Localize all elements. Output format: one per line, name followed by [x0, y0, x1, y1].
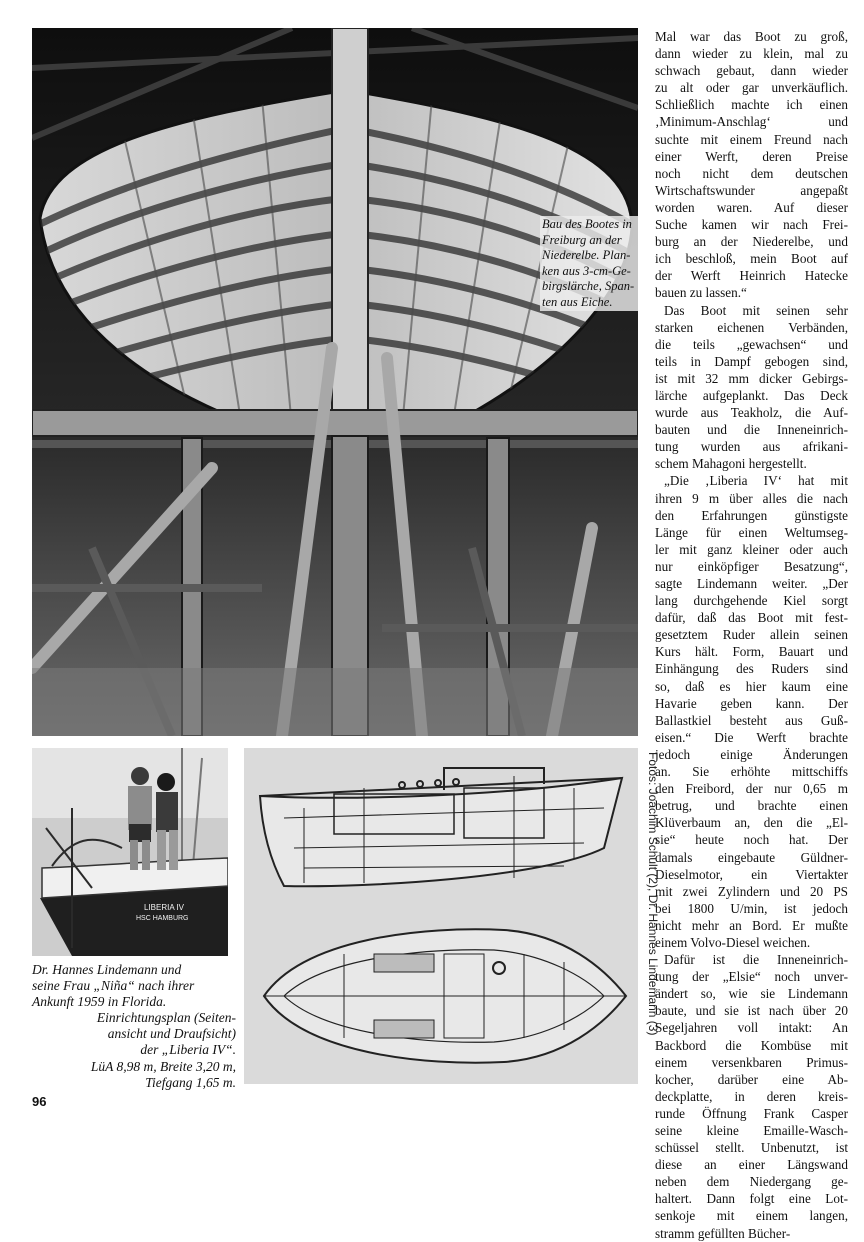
article-line: Klüverbaum an, den die „El-	[655, 815, 848, 831]
article-line: haltert. Dann folgt eine Lot-	[655, 1191, 848, 1207]
article-line: noch nicht dem deutschen	[655, 165, 848, 181]
plan-caption	[30, 1010, 236, 1091]
article-line: einem Volvo-Diesel weichen.	[655, 934, 811, 950]
article-line: starken eichenen Verbänden,	[655, 319, 848, 335]
article-line: gesetztem Ruder allein seinen	[655, 627, 848, 643]
caption-line: seine Frau „Niña“ nach ihrer	[32, 978, 195, 994]
caption-line: LüA 8,98 m, Breite 3,20 m,	[90, 1058, 236, 1074]
article-line: Segeljahren voll intakt: An	[655, 1020, 848, 1036]
article-body	[655, 28, 848, 1242]
article-line: jedoch einige Änderungen	[655, 746, 848, 762]
article-line: schwach gebaut, dann wieder	[655, 63, 848, 79]
caption-line: Freiburg an der	[542, 232, 622, 247]
article-line: damals eingebaute Güldner-	[655, 849, 848, 865]
article-line: den Freibord, der nur 0,65 m	[655, 781, 848, 797]
couple-on-boat-photo	[32, 748, 228, 956]
article-line: wurde aus Teakholz, die Auf-	[655, 405, 848, 421]
article-line: so, daß es hier kaum eine	[655, 678, 848, 694]
caption-line: birgslärche, Span-	[542, 279, 635, 293]
hull-construction-illustration	[32, 28, 638, 736]
article-line: baute, und sie ist nach über 20	[655, 1003, 848, 1019]
article-line: burg an der Niederelbe, und	[655, 234, 848, 250]
article-line: Länge für einen Weltumseg-	[655, 524, 848, 540]
article-line: eisen.“ Die Werft brachte	[655, 729, 848, 745]
article-line: deckplatte, in deren kreis-	[655, 1088, 848, 1104]
article-line: suchte mit einem Freund nach	[655, 131, 848, 147]
article-line: einem versenkbaren Primus-	[655, 1054, 848, 1070]
article-line: Suche kamen wir nach Frei-	[655, 217, 848, 233]
article-line: ‚Minimum-Anschlag‘ und	[655, 114, 848, 130]
article-line: Mal war das Boot zu groß,	[655, 29, 848, 44]
article-line: Ballastkiel besteht aus Guß-	[655, 712, 848, 728]
article-line: bauten und die Inneneinrich-	[655, 422, 848, 438]
caption-line: ansicht und Draufsicht)	[107, 1026, 236, 1042]
article-line: ihren 9 m über alles die nach	[655, 490, 848, 506]
photo-credit: Fotos: Joachim Schult (2), Dr. Hannes Lindemann (3)	[646, 752, 660, 1036]
couple-on-boat-illustration	[32, 748, 228, 956]
article-line: lang durchgehende Kiel sorgt	[655, 593, 848, 609]
caption-line: der „Liberia IV“.	[140, 1042, 236, 1058]
caption-line: Dr. Hannes Lindemann und	[32, 962, 182, 977]
article-line: mit zwei Zylindern und 20 PS	[655, 883, 848, 899]
article-line: zu alt oder gar unverkäuflich.	[655, 80, 848, 96]
article-line: einer Werft, deren Preise	[655, 148, 848, 164]
article-line: der Werft Heinrich Hatecke	[655, 268, 848, 284]
article-line: stramm gefüllten Bücher-	[655, 1225, 791, 1241]
article-line: sagte Lindemann weiter. „Der	[655, 576, 848, 591]
article-line: diese an einer Längswand	[655, 1157, 848, 1173]
article-line: dann wieder zu klein, mal zu	[655, 46, 848, 62]
article-line: bei 1800 U/min, ist jedoch	[655, 900, 848, 916]
caption-line: ten aus Eiche.	[542, 294, 613, 309]
article-line: bauen zu lassen.“	[655, 285, 747, 301]
article-line: Havarie geben kann. Der	[655, 695, 848, 711]
article-line: nicht mehr an Bord. Er mußte	[655, 917, 848, 933]
article-line: lärche aufgeplankt. Das Deck	[655, 387, 848, 403]
article-line: senkoje mit einem langen,	[655, 1208, 848, 1224]
caption-line: Ankunft 1959 in Florida.	[32, 994, 167, 1010]
article-line: neben dem Niedergang ge-	[655, 1174, 848, 1190]
plan-drawing-illustration	[244, 748, 638, 1084]
caption-line: ken aus 3-cm-Ge-	[542, 263, 631, 278]
article-line: ist mit 32 mm dicker Gebirgs-	[655, 370, 848, 386]
article-line: kocher, darüber eine Ab-	[655, 1071, 848, 1087]
article-line: den Erfahrungen günstigste	[655, 507, 848, 523]
transom-name-text: LIBERIA IV	[144, 903, 185, 912]
caption-line: Tiefgang 1,65 m.	[145, 1074, 236, 1090]
article-line: Dieselmotor, ein Viertakter	[655, 866, 848, 882]
article-line: ich beschloß, mein Boot auf	[655, 251, 848, 267]
caption-line: Bau des Bootes in	[542, 217, 632, 231]
hull-photo-caption	[540, 216, 638, 311]
article-line: Dafür ist die Inneneinrich-	[664, 952, 848, 968]
article-line: tung wurden aus afrikani-	[655, 439, 848, 455]
caption-line: Einrichtungsplan (Seiten-	[96, 1010, 236, 1025]
article-line: betrug, und brachte einen	[655, 798, 848, 814]
article-line: Kurs hält. Form, Bauart und	[655, 644, 848, 660]
caption-line: Niederelbe. Plan-	[542, 248, 631, 262]
article-line: Das Boot mit seinen sehr	[664, 302, 848, 318]
article-line: Schließlich machte ich einen	[655, 97, 848, 113]
article-line: schem Mahagoni hergestellt.	[655, 456, 807, 472]
page-number: 96	[32, 1094, 47, 1109]
article-line: nur einköpfiger Besatzung“,	[655, 558, 848, 574]
hull-construction-photo	[32, 28, 638, 736]
article-line: worden waren. Auf dieser	[655, 199, 848, 215]
article-line: Backbord die Kombüse mit	[655, 1037, 848, 1053]
article-line: sie“ heute noch hat. Der	[655, 832, 848, 848]
article-line: teils in Dampf gebogen sind,	[655, 353, 848, 369]
article-line: schüssel stellt. Unbenutzt, ist	[655, 1140, 848, 1156]
article-line: die teils „gewachsen“ und	[655, 336, 848, 352]
article-line: dafür, daß das Boot mit fest-	[655, 610, 848, 626]
couple-photo-caption	[32, 962, 242, 1011]
article-line: Wirtschaftswunder angepaßt	[655, 182, 848, 198]
article-line: tung der „Elsie“ noch unver-	[655, 969, 848, 985]
article-line: ler mit ganz kleiner oder auch	[655, 541, 848, 557]
article-line: runde Öffnung Frank Casper	[655, 1105, 848, 1121]
article-line: seine kleine Emaille-Wasch-	[655, 1123, 848, 1138]
transom-homeport-text: HSC HAMBURG	[136, 915, 189, 922]
accommodation-plan-drawing	[244, 748, 638, 1084]
article-line: „Die ‚Liberia IV‘ hat mit	[664, 473, 848, 489]
article-line: ändert so, wie sie Lindemann	[655, 986, 848, 1002]
article-line: Einhängung des Ruders sind	[655, 661, 848, 677]
article-line: an. Sie erhöhte mittschiffs	[655, 764, 848, 780]
